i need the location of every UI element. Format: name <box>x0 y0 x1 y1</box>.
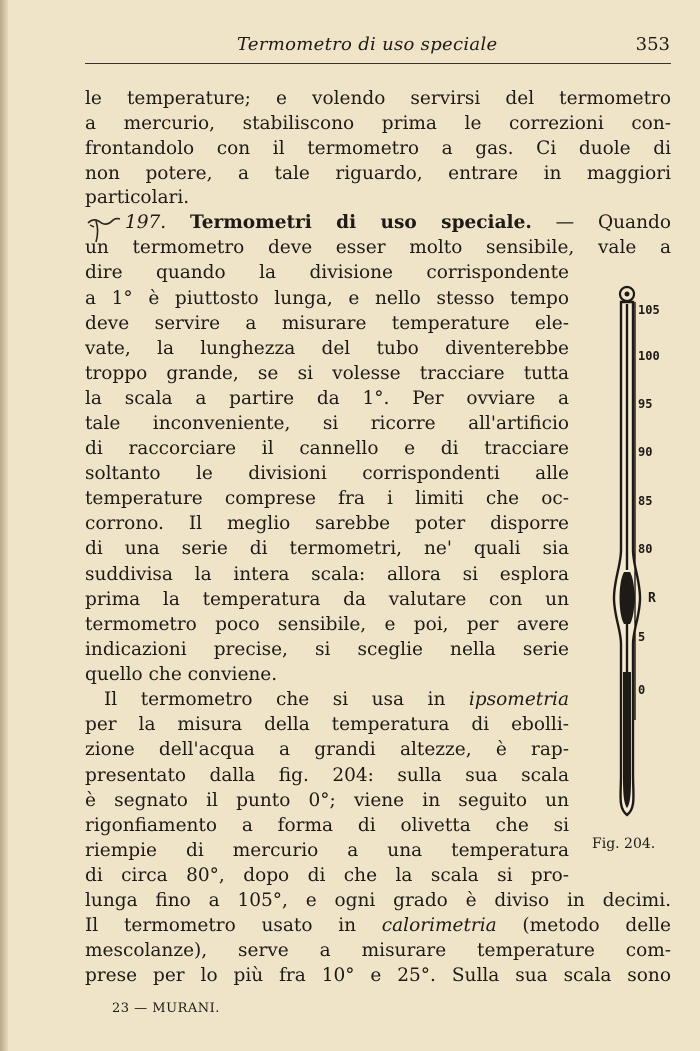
text-line: quello che conviene. <box>85 664 278 685</box>
text-line: presentato dalla fig. 204: sulla sua scala <box>85 765 569 786</box>
text-span-italic: calorimetria <box>381 915 497 936</box>
text-line: non potere, a tale riguardo, entrare in maggiori <box>85 163 671 184</box>
text-line: frontandolo con il termometro a gas. Ci duole di <box>85 138 671 159</box>
text-line: di raccorciare il cannello e di tracciare <box>85 438 569 459</box>
scale-label: 5 <box>638 630 646 644</box>
text-line: è segnato il punto 0°; viene in seguito un <box>85 790 569 811</box>
scale-label: 105 <box>638 303 660 317</box>
text-line: temperature comprese fra i limiti che oc- <box>85 488 569 509</box>
page-header <box>85 34 670 60</box>
scale-label: 100 <box>638 349 660 363</box>
page-edge <box>0 0 8 1051</box>
text-line: lunga fino a 105°, e ogni grado è diviso in decimi. <box>85 890 671 911</box>
text-line: zione dell'acqua a grandi altezze, è rap- <box>85 739 569 760</box>
scale-label: 95 <box>638 397 653 411</box>
scale-label: 80 <box>638 542 653 556</box>
text-line: corrono. Il meglio sarebbe poter disporre <box>85 513 569 534</box>
header-rule <box>85 63 671 64</box>
text-line: a 1° è piuttosto lunga, e nello stesso tempo <box>85 288 569 309</box>
thermometer-drawing <box>600 280 680 840</box>
text-span-italic: ipsometria <box>468 689 569 710</box>
running-title: Termometro di uso speciale <box>237 34 498 55</box>
text-line: tale inconveniente, si ricorre all'artificio <box>85 413 569 434</box>
text-line: un termometro deve esser molto sensibile, vale a <box>85 237 671 258</box>
section-title: Termometri di uso speciale. <box>190 212 532 233</box>
figure-caption: Fig. 204. <box>592 836 656 852</box>
scale-label: R <box>648 591 656 606</box>
text-line: per la misura della temperatura di ebolli- <box>85 714 569 735</box>
text-line: troppo grande, se si volesse tracciare tutta <box>85 363 569 384</box>
text-line: termometro poco sensibile, e poi, per avere <box>85 614 569 635</box>
text-line: prese per lo più fra 10° e 25°. Sulla sua scala sono <box>85 965 671 986</box>
text-line: suddivisa la intera scala: allora si esplora <box>85 564 569 585</box>
scale-label: 85 <box>638 494 653 508</box>
text-line: a mercurio, stabiliscono prima le correzioni con- <box>85 113 671 134</box>
text-line: indicazioni precise, si sceglie nella serie <box>85 639 569 660</box>
text-line: dire quando la divisione corrispondente <box>85 262 569 283</box>
text-line: di circa 80°, dopo di che la scala si pro- <box>85 865 569 886</box>
page-number: 353 <box>635 34 670 55</box>
text-line <box>104 687 569 712</box>
text-span: — Quando <box>531 212 671 233</box>
text-line: particolari. <box>85 187 190 208</box>
text-line: vate, la lunghezza del tubo diventerebbe <box>85 338 569 359</box>
scale-label: 90 <box>638 445 653 459</box>
section-heading-line <box>125 210 671 235</box>
thermometer-figure <box>600 280 680 840</box>
text-span: Il termometro che si usa in <box>104 689 469 710</box>
text-line: deve servire a misurare temperature ele- <box>85 313 569 334</box>
text-line: soltanto le divisioni corrispondenti alle <box>85 463 569 484</box>
text-line: di una serie di termometri, ne' quali sia <box>85 538 569 559</box>
footer-signature: 23 — MURANI. <box>112 1001 220 1016</box>
scale-label: 0 <box>638 683 646 697</box>
text-span: (metodo delle <box>496 915 671 936</box>
section-number: 197. <box>125 212 167 233</box>
text-span: Il termometro usato in <box>85 915 382 936</box>
text-line <box>85 913 671 938</box>
text-line: rigonfiamento a forma di olivetta che si <box>85 815 569 836</box>
text-line: la scala a partire da 1°. Per ovviare a <box>85 388 569 409</box>
text-line: le temperature; e volendo servirsi del termometro <box>85 88 671 109</box>
text-line: prima la temperatura da valutare con un <box>85 589 569 610</box>
text-line: mescolanze), serve a misurare temperature com- <box>85 940 671 961</box>
text-line: riempie di mercurio a una temperatura <box>85 840 569 861</box>
